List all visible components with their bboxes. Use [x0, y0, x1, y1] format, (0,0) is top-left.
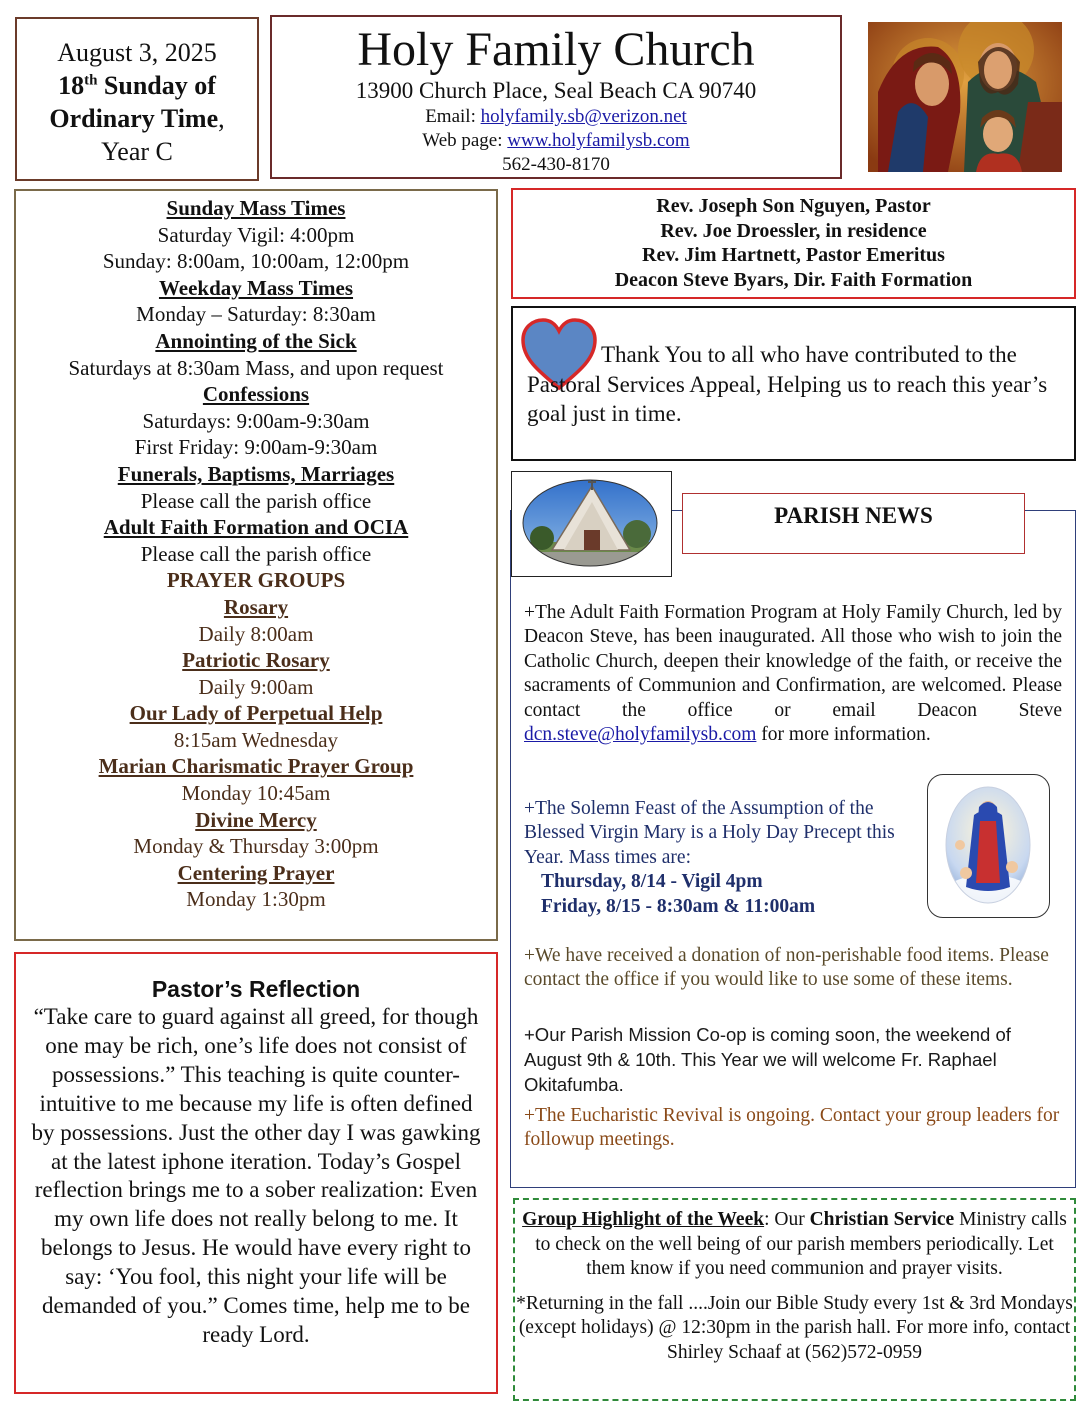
ministry-name: Christian Service	[809, 1209, 955, 1230]
prayer-group-time: Monday 10:45am	[181, 781, 331, 806]
prayer-group-time: Daily 8:00am	[198, 621, 314, 646]
assumption-mass-times: Friday, 8/15 - 8:30am & 11:00am	[541, 895, 816, 917]
church-photo	[511, 471, 672, 577]
date-box	[15, 17, 259, 181]
clergy-deacon: Deacon Steve Byars, Dir. Faith Formation	[614, 268, 973, 291]
parish-news-title: PARISH NEWS	[682, 493, 1025, 554]
church-address: 13900 Church Place, Seal Beach CA 90740	[355, 78, 757, 103]
clergy-box	[511, 188, 1076, 299]
mass-times-panel	[14, 189, 498, 941]
reflection-title: Pastor’s Reflection	[151, 976, 361, 1002]
prayer-group-time: 8:15am Wednesday	[173, 727, 339, 752]
prayer-group-time: Daily 9:00am	[198, 674, 314, 699]
reflection-body: “Take care to guard against all greed, for though one may be rich, one’s life does not consist of possessions.” This teaching is quite counter-intuitive to me because my life is often defined by possessions. Just the other day I was gawking at the latest iphone iteration. Today’s Gospel reflection brings me to a sober realization: Even my own life does not really belong to me. It belongs to Jesus. He would have every right to say: ‘You fool, this night your life will be demanded of you.” Comes time, help me to be ready Lord.	[31, 1004, 481, 1347]
holy-family-icon	[868, 22, 1062, 172]
sacraments-info: Please call the parish office	[140, 488, 372, 513]
website-link[interactable]: www.holyfamilysb.com	[507, 130, 690, 151]
group-highlight-box	[513, 1198, 1076, 1401]
prayer-group-name: Our Lady of Perpetual Help	[129, 701, 383, 726]
news-item-faith-formation: +The Adult Faith Formation Program at Holy Family Church, led by Deacon Steve, has been inaugurated. All those who wish to join the Catholic Church, deepen their knowledge of the faith, or receive the sacraments of Communion and Confirmation, are welcomed. Please contact the office or email Deacon Steve dcn.steve@holyfamilysb.com for more information.	[524, 602, 1062, 746]
news-item-eucharistic-revival: +The Eucharistic Revival is ongoing. Contact your group leaders for followup meetings.	[524, 1105, 1060, 1151]
confessions-saturday: Saturdays: 9:00am-9:30am	[142, 408, 370, 433]
thank-you-box	[511, 306, 1076, 461]
prayer-group-name: Divine Mercy	[195, 807, 317, 832]
anointing-time: Saturdays at 8:30am Mass, and upon request	[68, 355, 444, 380]
sunday-mass-time: Sunday: 8:00am, 10:00am, 12:00pm	[102, 249, 410, 274]
prayer-group-name: Rosary	[223, 594, 289, 619]
saturday-vigil-time: Saturday Vigil: 4:00pm	[157, 222, 355, 247]
liturgical-year: Year C	[101, 137, 173, 166]
confessions-friday: First Friday: 9:00am-9:30am	[134, 435, 378, 460]
anointing-heading: Annointing of the Sick	[155, 328, 357, 353]
phone-number: 562-430-8170	[502, 154, 610, 175]
web-line: Web page: www.holyfamilysb.com	[422, 130, 690, 151]
news-item-assumption	[524, 797, 919, 919]
faith-formation-heading: Adult Faith Formation and OCIA	[103, 515, 409, 540]
deacon-email-link[interactable]: dcn.steve@holyfamilysb.com	[524, 724, 757, 746]
clergy-pastor-emeritus: Rev. Jim Hartnett, Pastor Emeritus	[642, 244, 945, 266]
weekday-mass-heading: Weekday Mass Times	[158, 275, 354, 300]
sacraments-heading: Funerals, Baptisms, Marriages	[117, 461, 395, 486]
weekday-mass-time: Monday – Saturday: 8:30am	[136, 302, 376, 327]
assumption-vigil-time: Thursday, 8/14 - Vigil 4pm	[541, 871, 763, 893]
email-link[interactable]: holyfamily.sb@verizon.net	[480, 106, 687, 127]
bulletin-date: August 3, 2025	[57, 38, 217, 67]
assumption-image	[927, 774, 1050, 918]
news-item-mission-coop: +Our Parish Mission Co-op is coming soon, the weekend of August 9th & 10th. This Year we will welcome Fr. Raphael Okitafumba.	[524, 1024, 1011, 1095]
liturgical-sunday: 18th Sunday of	[58, 71, 216, 100]
assumption-text: +The Solemn Feast of the Assumption of the Blessed Virgin Mary is a Holy Day Precept this Year. Mass times are:	[524, 798, 895, 868]
church-header	[270, 15, 842, 179]
group-highlight-heading: Group Highlight of the Week	[522, 1209, 765, 1230]
prayer-group-name: Patriotic Rosary	[182, 648, 330, 673]
prayer-group-name: Marian Charismatic Prayer Group	[98, 754, 414, 779]
thank-you-text: Thank You to all who have contributed to the Pastoral Services Appeal, Helping us to reach this year’s goal just in time.	[527, 342, 1048, 426]
clergy-in-residence: Rev. Joe Droessler, in residence	[660, 219, 927, 242]
prayer-group-time: Monday 1:30pm	[186, 887, 326, 912]
bible-study-text: *Returning in the fall ....Join our Bible Study every 1st & 3rd Mondays (except holidays) @ 12:30pm in the parish hall. For more info, contact Shirley Schaaf at (562)572-0959	[516, 1292, 1073, 1363]
faith-formation-info: Please call the parish office	[140, 541, 372, 566]
church-name: Holy Family Church	[357, 23, 755, 76]
prayer-groups-heading: PRAYER GROUPS	[166, 568, 346, 593]
clergy-pastor: Rev. Joseph Son Nguyen, Pastor	[656, 195, 931, 217]
prayer-group-name: Centering Prayer	[177, 860, 335, 885]
confessions-heading: Confessions	[202, 382, 310, 407]
email-line: Email: holyfamily.sb@verizon.net	[425, 106, 687, 127]
sunday-mass-heading: Sunday Mass Times	[166, 196, 346, 220]
group-highlight-text: Group Highlight of the Week: Our Christian Service Ministry calls to check on the well being of our parish members periodically. Let them know if you need communion and prayer visits.	[522, 1209, 1067, 1279]
prayer-group-time: Monday & Thursday 3:00pm	[133, 834, 379, 859]
liturgical-season: Ordinary Time,	[49, 104, 225, 133]
news-item-food-donation: +We have received a donation of non-perishable food items. Please contact the office if you would like to use some of these items.	[524, 945, 1049, 991]
pastor-reflection-box	[14, 952, 498, 1394]
